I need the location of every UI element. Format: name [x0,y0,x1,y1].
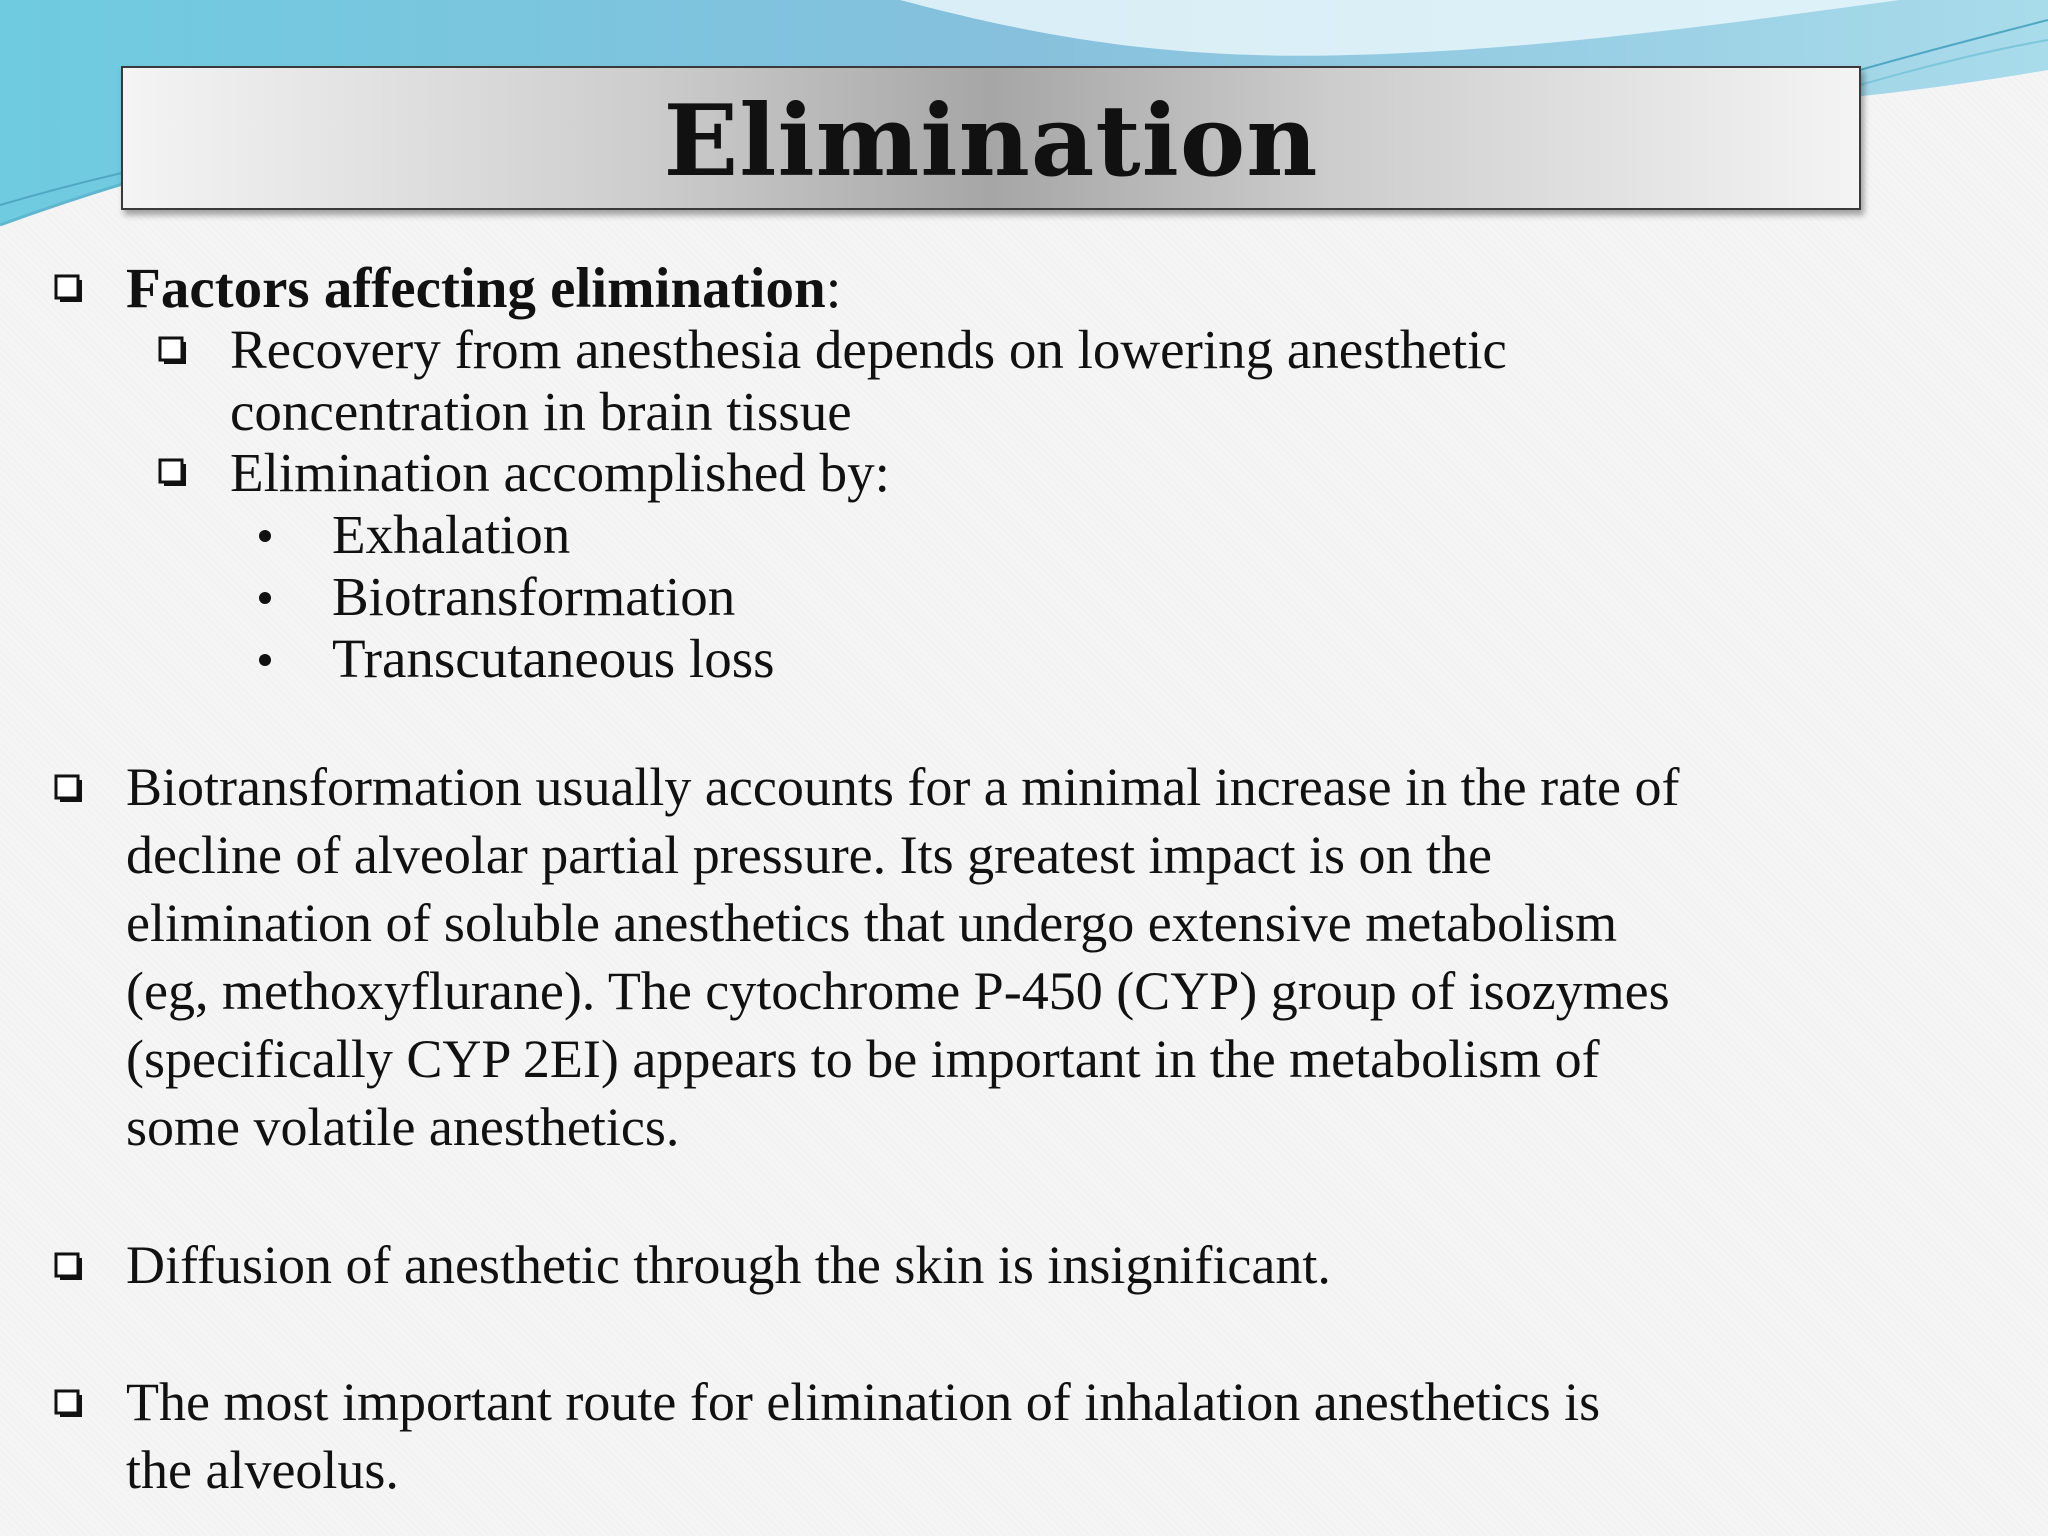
dot-bullet-icon [259,654,271,666]
factors-heading: Factors affecting elimination [126,257,826,320]
biotransformation-line-2: decline of alveolar partial pressure. Its greatest impact is on the [126,825,1492,885]
biotransformation-line-1: Biotransformation usually accounts for a minimal increase in the rate of [126,757,1680,817]
dot-bullet-icon [259,592,271,604]
recovery-line-1: Recovery from anesthesia depends on lowering anesthetic [230,319,1507,380]
biotransformation-line-3: elimination of soluble anesthetics that undergo extensive metabolism [126,893,1618,953]
biotransformation-line-6: some volatile anesthetics. [126,1097,680,1157]
diffusion-line: Diffusion of anesthetic through the skin is insignificant. [126,1235,1331,1295]
factors-heading-line [126,256,842,321]
factors-colon: : [825,257,842,320]
important-line-2: the alveolus. [126,1440,399,1500]
box-bullet-icon [54,1252,84,1282]
important-line-1: The most important route for elimination of inhalation anesthetics is [126,1372,1601,1432]
recovery-line-2: concentration in brain tissue [230,381,852,442]
accomplished-line: Elimination accomplished by: [230,442,890,503]
box-bullet-icon [158,336,188,366]
box-bullet-icon [158,458,188,488]
method-biotransformation: Biotransformation [332,566,736,627]
dot-bullet-icon [259,530,271,542]
box-bullet-icon [54,1389,84,1419]
biotransformation-line-4: (eg, methoxyflurane). The cytochrome P-450 (CYP) group of isozymes [126,961,1670,1021]
slide-title: Elimination [663,83,1319,199]
box-bullet-icon [54,274,84,304]
box-bullet-icon [54,774,84,804]
method-exhalation: Exhalation [332,504,571,565]
biotransformation-line-5: (specifically CYP 2EI) appears to be important in the metabolism of [126,1029,1600,1089]
method-transcutaneous: Transcutaneous loss [332,628,775,689]
